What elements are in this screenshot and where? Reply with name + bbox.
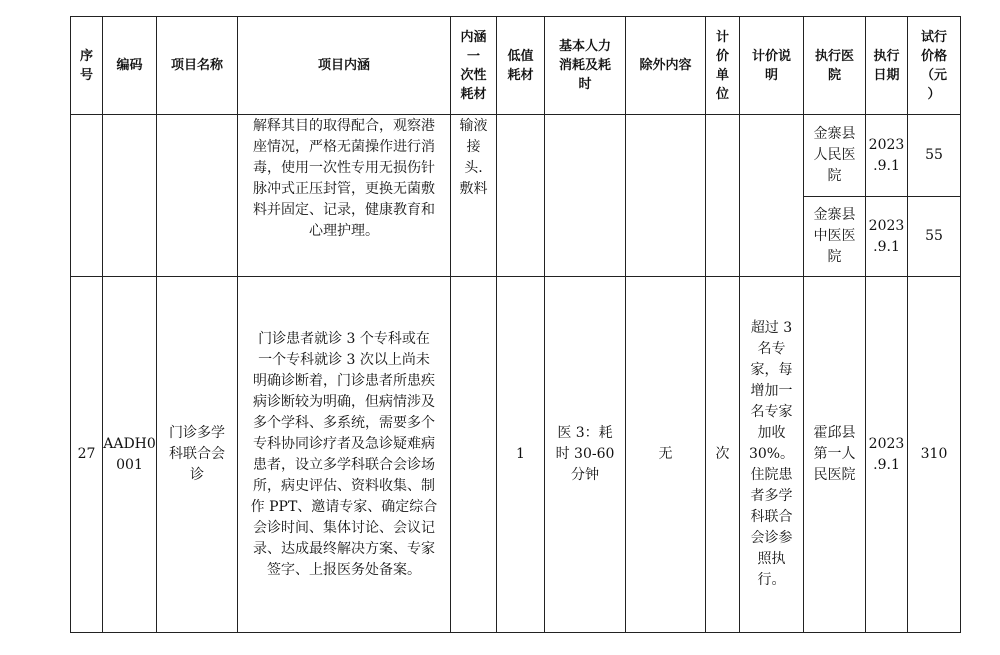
row27-low-value: 1 <box>497 277 545 633</box>
row27-unit: 次 <box>706 277 740 633</box>
table-row <box>71 115 961 197</box>
cell-name <box>157 115 238 277</box>
header-labor: 基本人力 消耗及耗 时 <box>545 17 626 115</box>
cell-labor <box>545 115 626 277</box>
header-low-value: 低值 耗材 <box>497 17 545 115</box>
header-unit: 计 价 单 位 <box>706 17 740 115</box>
row27-consumable <box>451 277 497 633</box>
price-value: 55 <box>908 197 961 277</box>
header-content: 项目内涵 <box>238 17 451 115</box>
header-consumable: 内涵 一 次性 耗材 <box>451 17 497 115</box>
header-exec-date: 执行 日期 <box>866 17 908 115</box>
row27-name: 门诊多学 科联合会 诊 <box>157 277 238 633</box>
row27-content-cell <box>238 277 451 633</box>
header-exclusion: 除外内容 <box>626 17 706 115</box>
row27-date: 2023 .9.1 <box>866 277 908 633</box>
price-value: 55 <box>908 115 961 197</box>
cell-content <box>238 115 451 277</box>
cell-code <box>103 115 157 277</box>
cell-consumable <box>451 115 497 277</box>
header-code: 编码 <box>103 17 157 115</box>
table-row <box>71 277 961 633</box>
continued-content: 解释其目的取得配合，观察港 座情况，严格无菌操作进行消 毒，使用一次性专用无损伤针 脉冲式正压封管，更换无菌敷 料并固定、记录，健康教育和 心理护理。 <box>253 118 435 239</box>
header-hospital: 执行医 院 <box>804 17 866 115</box>
exec-date: 2023 .9.1 <box>866 115 908 197</box>
continued-consumable: 输液 接 头. 敷料 <box>459 118 488 197</box>
header-price: 试行 价格 （元 ） <box>908 17 961 115</box>
row27-labor: 医 3：耗 时 30-60 分钟 <box>545 277 626 633</box>
cell-exclusion <box>626 115 706 277</box>
header-pricing-note: 计价说 明 <box>740 17 804 115</box>
cell-pricing-note <box>740 115 804 277</box>
row27-price: 310 <box>908 277 961 633</box>
hospital-name: 金寨县 中医医 院 <box>804 197 866 277</box>
price-table <box>70 16 961 633</box>
exec-date: 2023 .9.1 <box>866 197 908 277</box>
row27-content: 门诊患者就诊 3 个专科或在 一个专科就诊 3 次以上尚未 明确诊断着，门诊患者所患疾 病诊断较为明确，但病情涉及 多个学科、多系统，需要多个 专科协同诊疗者及急诊疑难病 患者，设立多学科联合会诊场 所，病史评估、资料收集、制 作 PPT、邀请专家、确定综合 会诊时间、集体讨论、会议记 录、达成最终解决方案、专家 签字、上报医务处备案。 <box>250 330 438 578</box>
header-row <box>71 17 961 115</box>
cell-seq <box>71 115 103 277</box>
header-name: 项目名称 <box>157 17 238 115</box>
hospital-name: 金寨县 人民医 院 <box>804 115 866 197</box>
row27-seq: 27 <box>71 277 103 633</box>
row27-pricing-note: 超过 3 名专 家，每 增加一 名专家 加收 30%。 住院患 者多学 科联合 会诊参 照执 行。 <box>740 277 804 633</box>
row27-exclusion: 无 <box>626 277 706 633</box>
row27-hospital: 霍邱县 第一人 民医院 <box>804 277 866 633</box>
cell-unit <box>706 115 740 277</box>
header-seq: 序 号 <box>71 17 103 115</box>
cell-low-value <box>497 115 545 277</box>
row27-code: AADH0 001 <box>103 277 157 633</box>
